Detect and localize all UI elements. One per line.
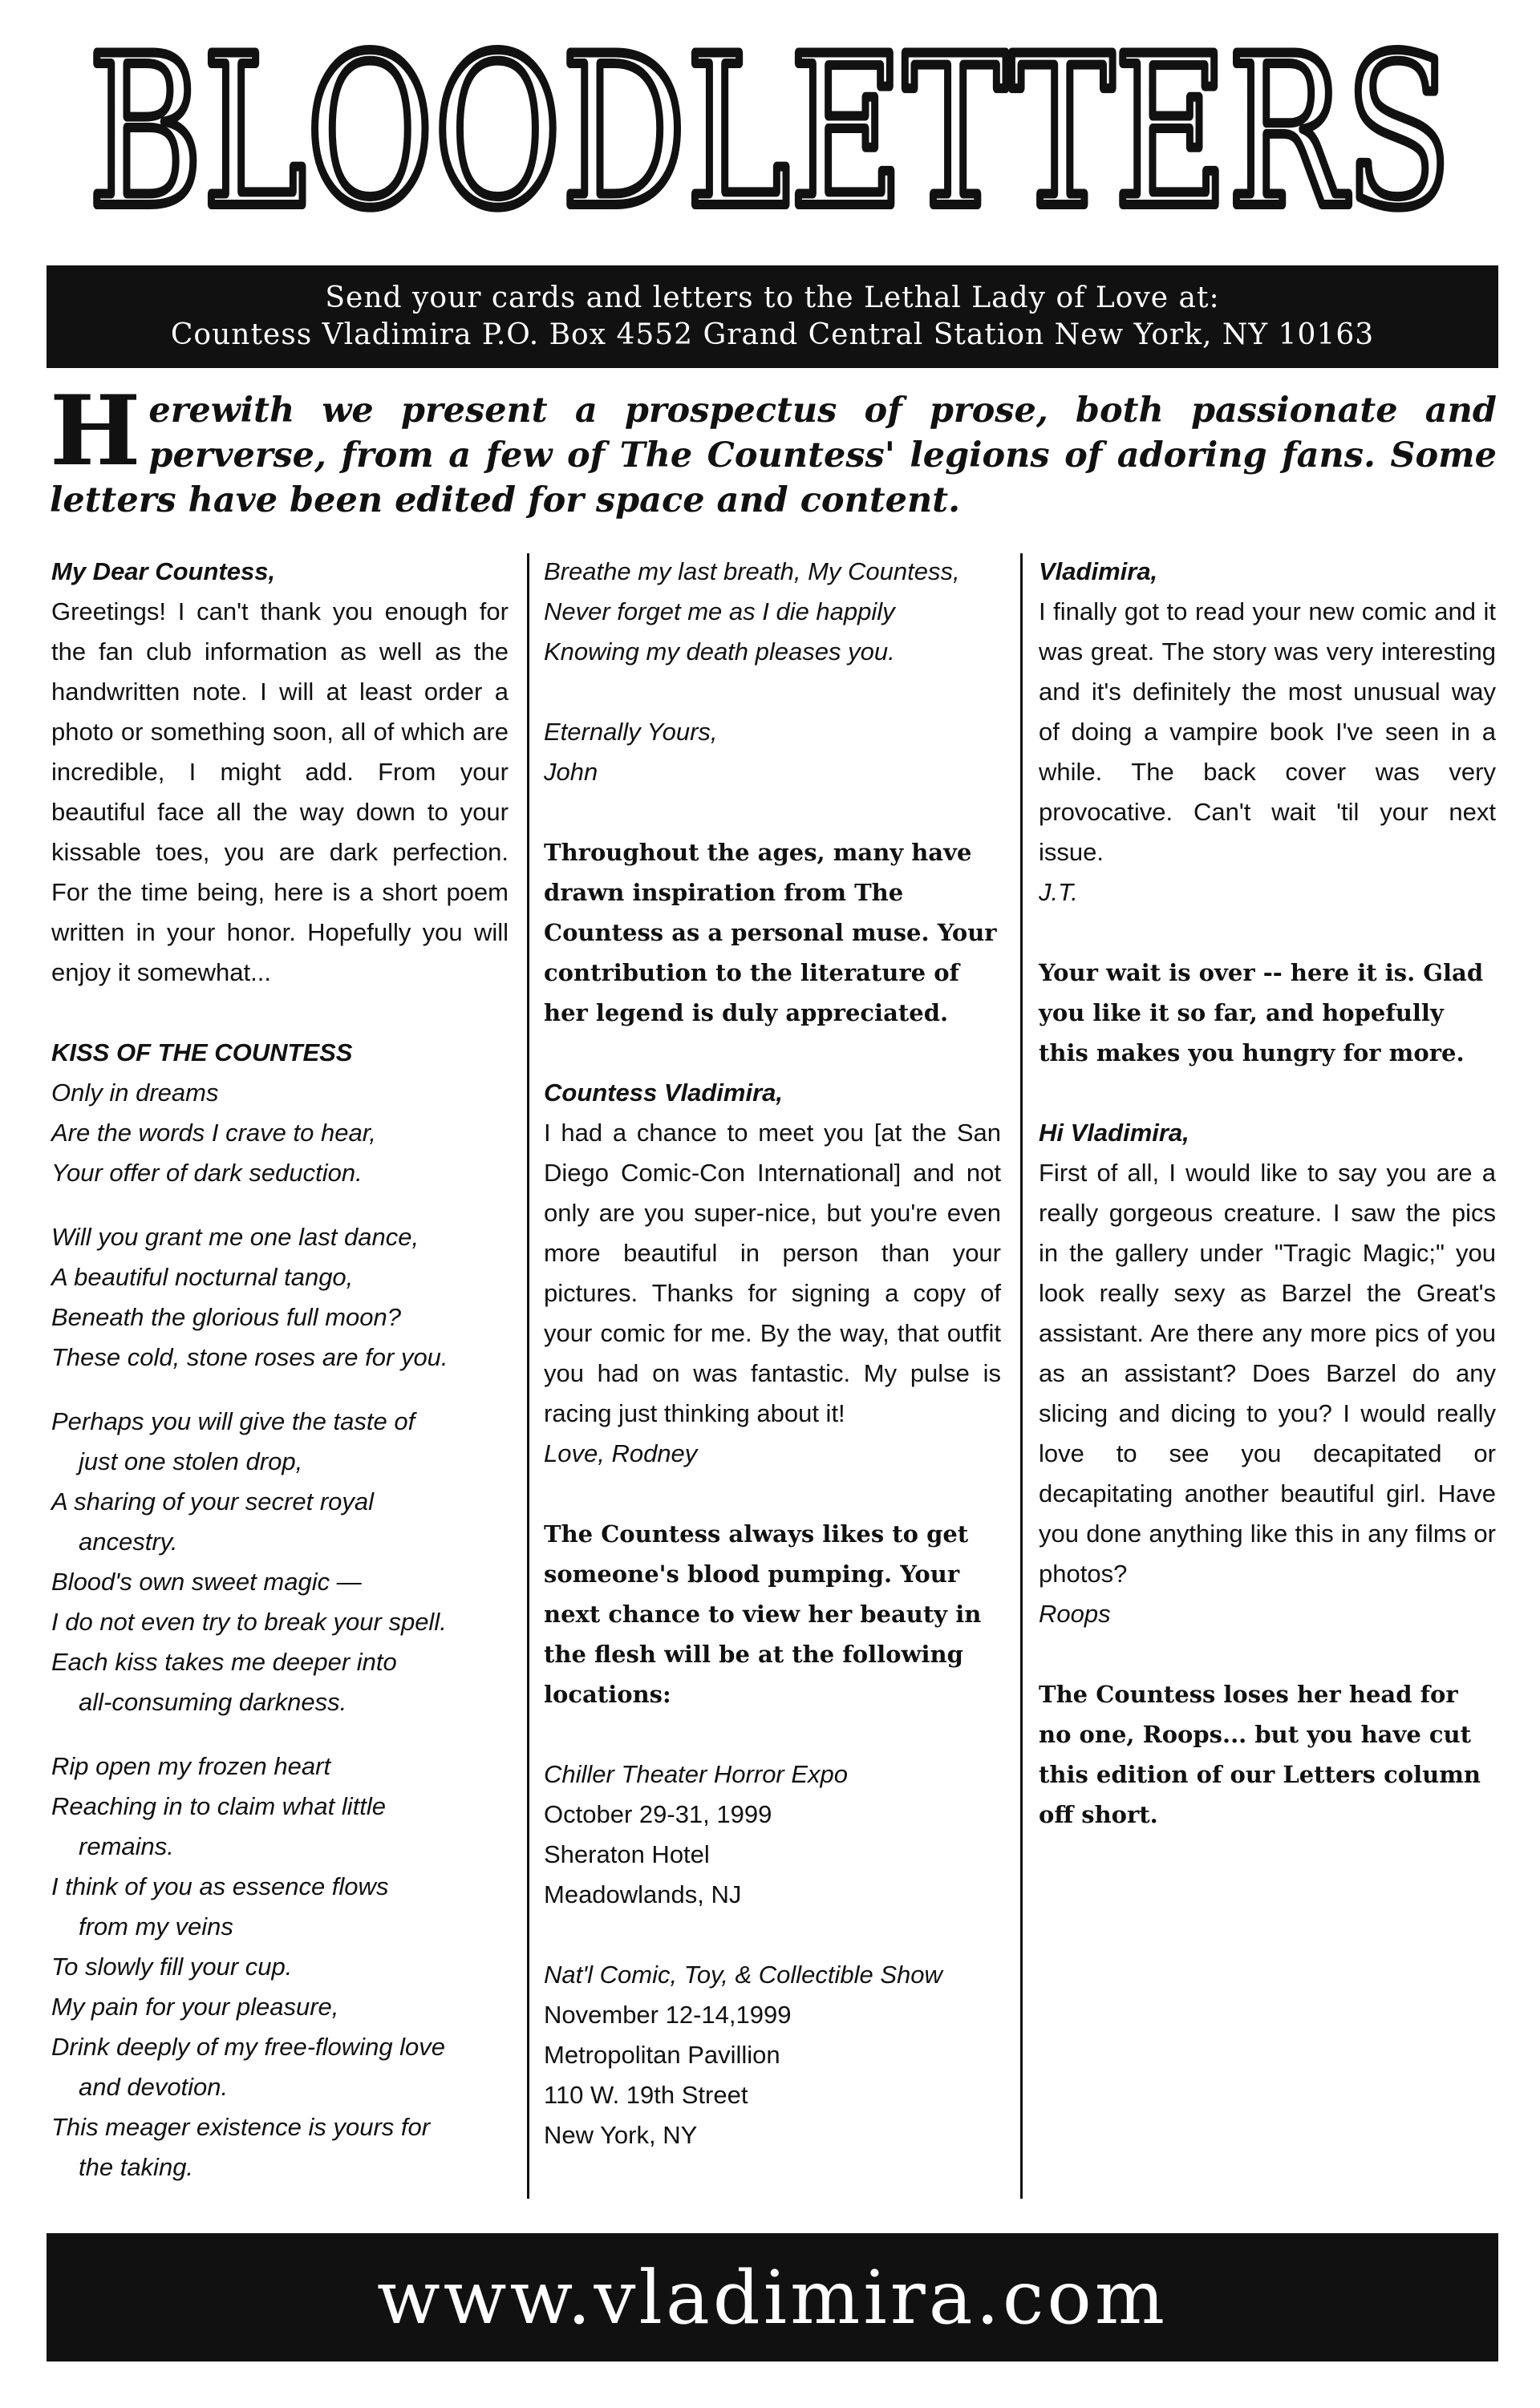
- event-name: Nat'l Comic, Toy, & Collectible Show: [544, 1961, 942, 1989]
- poem-line: Perhaps you will give the taste of: [51, 1407, 415, 1435]
- column-2: [544, 552, 1001, 2155]
- footer-banner: [47, 2233, 1498, 2361]
- editor-response-2: The Countess always likes to get someone's blood pumping. Your next chance to view her beauty in the flesh will be at the following locations:: [544, 1520, 982, 1708]
- letter2-body: I had a chance to meet you [at the San Diego Comic-Con International] and not only are you super-nice, but you're even more beautiful in person than your pictures. Thanks for signing a copy of your comic for me. By the way, that outfit you had on was fantastic. My pulse is racing just thinking about it!: [544, 1119, 1001, 1427]
- event-1: [544, 1754, 1001, 1915]
- letter1-signoff: [544, 712, 1001, 792]
- poem-line: the taking.: [79, 2153, 194, 2181]
- poem-line: I think of you as essence flows: [51, 1872, 389, 1900]
- poem-line: Rip open my frozen heart: [51, 1752, 331, 1780]
- address-banner: [47, 265, 1498, 368]
- masthead-svg: [80, 24, 1460, 241]
- poem-line: Are the words I crave to hear,: [51, 1119, 376, 1147]
- letter3-salutation: Vladimira,: [1039, 557, 1158, 585]
- poem-line: Only in dreams: [51, 1079, 219, 1107]
- intro-paragraph: [50, 374, 1497, 523]
- poem-stanza-3: [51, 1402, 509, 1722]
- event-location: Meadowlands, NJ: [544, 1880, 742, 1908]
- column-divider-1: [527, 553, 529, 2199]
- editor-response-3: Your wait is over -- here it is. Glad you like it so far, and hopefully this makes you hungry for more.: [1039, 959, 1484, 1066]
- address-line-2: Countess Vladimira P.O. Box 4552 Grand Central Station New York, NY 10163: [170, 318, 1375, 351]
- intro-dropcap: H: [50, 374, 141, 488]
- column-1: [51, 552, 509, 2187]
- poem-line: all-consuming darkness.: [79, 1688, 347, 1716]
- editor-response-1: Throughout the ages, many have drawn inspiration from The Countess as a personal muse. Your contribution to the literature of her legend is duly appreciated.: [544, 839, 997, 1026]
- poem-line: remains.: [79, 1832, 174, 1860]
- poem-line: Each kiss takes me deeper into: [51, 1648, 397, 1676]
- poem-line: Drink deeply of my free-flowing love: [51, 2033, 446, 2061]
- letter2-signoff: Love, Rodney: [544, 1439, 698, 1467]
- letter4-salutation: Hi Vladimira,: [1039, 1119, 1189, 1147]
- poem-stanza-2: [51, 1217, 509, 1378]
- poem-line: A beautiful nocturnal tango,: [51, 1263, 354, 1291]
- masthead-text: BLOODLETTERS: [88, 24, 1452, 241]
- poem-line: Beneath the glorious full moon?: [51, 1303, 402, 1331]
- poem-stanza-4: [51, 1746, 509, 2187]
- poem-line: To slowly fill your cup.: [51, 1953, 293, 1981]
- poem-line: ancestry.: [79, 1528, 178, 1556]
- signoff-line: Eternally Yours,: [544, 718, 718, 746]
- letter3-signoff: J.T.: [1039, 878, 1078, 906]
- website-url[interactable]: www.vladimira.com: [376, 2254, 1169, 2341]
- poem-ending: [544, 552, 1001, 672]
- address-line-1: Send your cards and letters to the Lethal Lady of Love at:: [325, 281, 1220, 314]
- poem-line: Will you grant me one last dance,: [51, 1223, 419, 1251]
- column-divider-2: [1020, 553, 1023, 2199]
- signoff-line: John: [544, 758, 598, 786]
- poem-line: just one stolen drop,: [79, 1447, 303, 1475]
- column-3: [1039, 552, 1496, 1835]
- poem-line: Never forget me as I die happily: [544, 597, 895, 625]
- poem-line: and devotion.: [79, 2073, 229, 2101]
- poem-line: Blood's own sweet magic —: [51, 1568, 362, 1596]
- letter4-signoff: Roops: [1039, 1600, 1111, 1628]
- letter1-salutation: My Dear Countess,: [51, 557, 276, 585]
- letter2-salutation: Countess Vladimira,: [544, 1079, 784, 1107]
- letter3-body: I finally got to read your new comic and it was great. The story was very interesting and it's definitely the most unusual way of doing a vampire book I've seen in a while. The back cover was very provocative. Can't wait 'til your next issue.: [1039, 597, 1496, 866]
- poem-line: Knowing my death pleases you.: [544, 637, 895, 666]
- intro-text: erewith we present a prospectus of prose, both passionate and perverse, from a few of The Countess' legions of adoring fans. Some letters have been edited for space and content.: [50, 391, 1497, 520]
- event-venue: Metropolitan Pavillion: [544, 2041, 780, 2069]
- event-name: Chiller Theater Horror Expo: [544, 1760, 849, 1788]
- event-location: New York, NY: [544, 2121, 698, 2149]
- poem-line: My pain for your pleasure,: [51, 1993, 339, 2021]
- poem-line: These cold, stone roses are for you.: [51, 1343, 448, 1371]
- poem-line: A sharing of your secret royal: [51, 1487, 375, 1516]
- event-venue: Sheraton Hotel: [544, 1840, 710, 1868]
- poem-line: Breathe my last breath, My Countess,: [544, 557, 960, 585]
- poem-stanza-1: [51, 1073, 509, 1193]
- letter4-body: First of all, I would like to say you are a really gorgeous creature. I saw the pics in the gallery under "Tragic Magic;" you look really sexy as Barzel the Great's assistant. Are there any more pics of you as an assistant? Does Barzel do any slicing and dicing to you? I would really love to see you decapitated or decapitating another beautiful girl. Have you done anything like this in any films or photos?: [1039, 1159, 1496, 1588]
- event-dates: October 29-31, 1999: [544, 1800, 772, 1828]
- poem-title: KISS OF THE COUNTESS: [51, 1038, 353, 1066]
- event-address: 110 W. 19th Street: [544, 2081, 748, 2109]
- editor-response-4: The Countess loses her head for no one, Roops... but you have cut this edition of our Letters column off short.: [1039, 1681, 1481, 1828]
- poem-line: from my veins: [79, 1912, 233, 1941]
- poem-line: I do not even try to break your spell.: [51, 1608, 447, 1636]
- event-dates: November 12-14,1999: [544, 2001, 792, 2029]
- poem-line: This meager existence is yours for: [51, 2113, 431, 2141]
- masthead-title: [80, 24, 1460, 241]
- poem-line: Your offer of dark seduction.: [51, 1159, 363, 1187]
- letter1-body: Greetings! I can't thank you enough for the fan club information as well as the handwritten note. I will at least order a photo or something soon, all of which are incredible, I might add. From your beautiful face all the way down to your kissable toes, you are dark perfection. For the time being, here is a short poem written in your honor. Hopefully you will enjoy it somewhat...: [51, 597, 509, 986]
- poem-line: Reaching in to claim what little: [51, 1792, 386, 1820]
- event-2: [544, 1955, 1001, 2155]
